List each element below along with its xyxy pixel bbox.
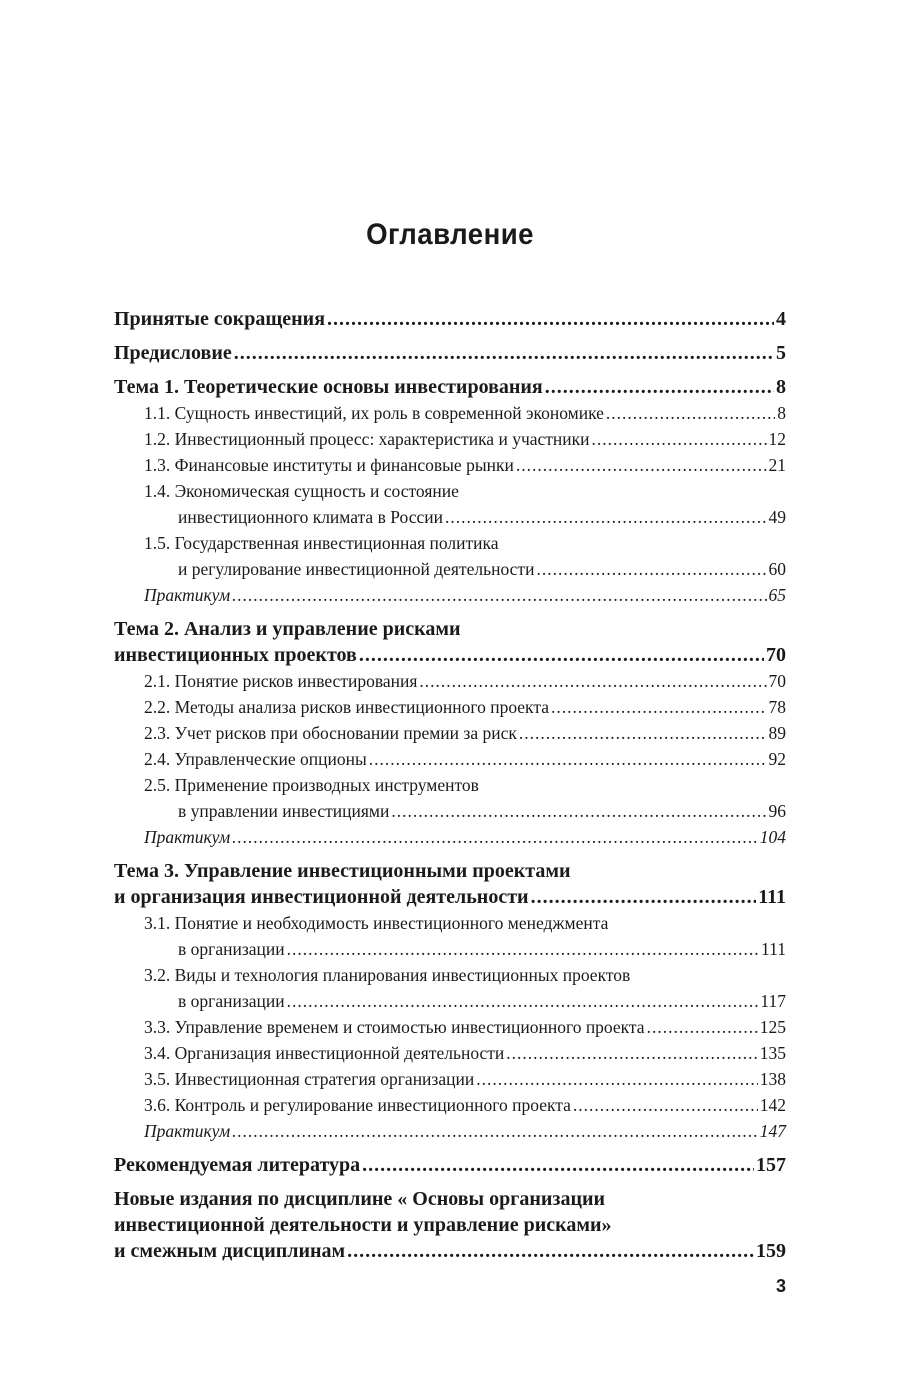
toc-entry-title: 2.4. Управленческие опционы: [144, 749, 367, 769]
toc-leader-dots: [519, 720, 767, 746]
toc-entry-page: 117: [760, 991, 786, 1011]
toc-entry-title: в управлении инвестициями: [178, 801, 390, 821]
toc-entry[interactable]: [114, 400, 786, 426]
toc-leader-dots: [369, 746, 767, 772]
toc-leader-dots: [362, 1152, 754, 1178]
toc-leader-dots: [287, 936, 759, 962]
toc-entry[interactable]: [114, 1238, 786, 1264]
toc-entry-title: 1.5. Государственная инвестиционная политика: [144, 533, 499, 553]
toc-entry-title: инвестиционного климата в России: [178, 507, 443, 527]
toc-spacer: [114, 366, 786, 374]
toc-entry-page: 78: [768, 697, 786, 717]
toc-entry[interactable]: [114, 374, 786, 400]
toc-entry[interactable]: [114, 858, 786, 884]
toc-entry[interactable]: [114, 340, 786, 366]
toc-entry-title: 1.1. Сущность инвестиций, их роль в современной экономике: [144, 403, 604, 423]
toc-leader-dots: [531, 884, 757, 910]
toc-entry[interactable]: [114, 668, 786, 694]
toc-entry-title: Практикум: [144, 827, 231, 847]
toc-entry-title: в организации: [178, 939, 285, 959]
toc-entry-title: Практикум: [144, 585, 231, 605]
toc-leader-dots: [391, 798, 766, 824]
toc-leader-dots: [551, 694, 767, 720]
toc-leader-dots: [359, 642, 764, 668]
toc-entry[interactable]: [114, 988, 786, 1014]
toc-leader-dots: [287, 988, 759, 1014]
toc-entry[interactable]: [114, 746, 786, 772]
toc-entry-title: Тема 2. Анализ и управление рисками: [114, 618, 461, 640]
toc-entry-page: 65: [768, 585, 786, 605]
toc-entry-title: 2.2. Методы анализа рисков инвестиционного проекта: [144, 697, 549, 717]
toc-spacer: [114, 608, 786, 616]
toc-entry-title: 2.5. Применение производных инструментов: [144, 775, 479, 795]
toc-entry-page: 135: [759, 1043, 786, 1063]
toc-entry-page: 4: [776, 308, 786, 330]
toc-entry-page: 60: [768, 559, 786, 579]
toc-entry-page: 159: [756, 1240, 786, 1262]
toc-entry-title: Принятые сокращения: [114, 308, 326, 330]
toc-entry[interactable]: [114, 616, 786, 642]
toc-spacer: [114, 850, 786, 858]
toc-entry-title: инвестиционных проектов: [114, 644, 357, 666]
toc-leader-dots: [516, 452, 767, 478]
toc-leader-dots: [545, 374, 774, 400]
toc-leader-dots: [419, 668, 766, 694]
toc-leader-dots: [647, 1014, 758, 1040]
toc-entry-page: 142: [759, 1095, 786, 1115]
toc-entry-title: Предисловие: [114, 342, 232, 364]
toc-entry[interactable]: [114, 306, 786, 332]
toc-leader-dots: [234, 340, 774, 366]
toc-spacer: [114, 1178, 786, 1186]
toc-entry-page: 12: [768, 429, 786, 449]
toc-entry-title: и смежным дисциплинам: [114, 1240, 346, 1262]
toc-entry-title: 3.6. Контроль и регулирование инвестиционного проекта: [144, 1095, 571, 1115]
toc-leader-dots: [573, 1092, 758, 1118]
toc-spacer: [114, 1144, 786, 1152]
toc-entry[interactable]: [114, 478, 786, 504]
toc-entry-title: в организации: [178, 991, 285, 1011]
toc-entry-title: 2.1. Понятие рисков инвестирования: [144, 671, 418, 691]
toc-entry-title: Практикум: [144, 1121, 231, 1141]
toc-entry-title: 2.3. Учет рисков при обосновании премии за риск: [144, 723, 517, 743]
toc-entry-title: и организация инвестиционной деятельности: [114, 886, 529, 908]
toc-entry-page: 111: [761, 939, 786, 959]
toc-entry[interactable]: [114, 694, 786, 720]
toc-entry-page: 138: [759, 1069, 786, 1089]
toc-entry[interactable]: [114, 1118, 786, 1144]
toc-leader-dots: [232, 1118, 758, 1144]
toc-entry[interactable]: [114, 1040, 786, 1066]
toc-entry-title: Рекомендуемая литература: [114, 1154, 361, 1176]
toc-entry-page: 92: [768, 749, 786, 769]
toc-entry-page: 125: [759, 1017, 786, 1037]
toc-entry-page: 5: [776, 342, 786, 364]
toc-leader-dots: [606, 400, 775, 426]
toc-entry-title: Новые издания по дисциплине « Основы организации: [114, 1188, 606, 1210]
toc-entry-title: 3.3. Управление временем и стоимостью инвестиционного проекта: [144, 1017, 645, 1037]
toc-entry[interactable]: [114, 884, 786, 910]
toc-entry-page: 147: [759, 1121, 786, 1141]
toc-entry-title: и регулирование инвестиционной деятельности: [178, 559, 535, 579]
toc-entry-page: 21: [768, 455, 786, 475]
toc-entry[interactable]: [114, 1014, 786, 1040]
toc-entry-page: 70: [766, 644, 786, 666]
toc-entry-page: 8: [776, 376, 786, 398]
toc-entry[interactable]: [114, 910, 786, 936]
toc-leader-dots: [476, 1066, 758, 1092]
toc-entry-title: инвестиционной деятельности и управление рисками»: [114, 1214, 612, 1236]
toc-entry-page: 8: [777, 403, 786, 423]
toc-leader-dots: [232, 582, 766, 608]
toc-leader-dots: [327, 306, 774, 332]
toc-entry-title: 3.1. Понятие и необходимость инвестиционного менеджмента: [144, 913, 609, 933]
toc-entry[interactable]: [114, 582, 786, 608]
toc-leader-dots: [536, 556, 766, 582]
toc-entry[interactable]: [114, 642, 786, 668]
toc-entry[interactable]: [114, 772, 786, 798]
toc-entry-title: 1.3. Финансовые институты и финансовые рынки: [144, 455, 514, 475]
toc-entry-page: 96: [768, 801, 786, 821]
toc-entry[interactable]: [114, 936, 786, 962]
toc-entry[interactable]: [114, 530, 786, 556]
toc-leader-dots: [232, 824, 758, 850]
toc-entry[interactable]: [114, 426, 786, 452]
toc-entry[interactable]: [114, 452, 786, 478]
toc-entry-title: 3.2. Виды и технология планирования инвестиционных проектов: [144, 965, 631, 985]
toc-entry[interactable]: [114, 1066, 786, 1092]
toc-leader-dots: [592, 426, 767, 452]
toc-leader-dots: [445, 504, 767, 530]
toc-entry[interactable]: [114, 1092, 786, 1118]
toc-entry-page: 111: [758, 886, 786, 908]
page-number: 3: [775, 1276, 786, 1296]
toc-entry-page: 70: [768, 671, 786, 691]
toc-entry-title: 1.2. Инвестиционный процесс: характеристика и участники: [144, 429, 590, 449]
toc-entry-page: 49: [768, 507, 786, 527]
toc-entry[interactable]: [114, 824, 786, 850]
toc-entry[interactable]: [114, 556, 786, 582]
toc-entry-title: Тема 3. Управление инвестиционными проектами: [114, 860, 571, 882]
toc-entry-page: 104: [759, 827, 786, 847]
toc-entry-title: 3.4. Организация инвестиционной деятельности: [144, 1043, 505, 1063]
toc-entry-page: 157: [756, 1154, 786, 1176]
toc-leader-dots: [506, 1040, 757, 1066]
toc-entry[interactable]: [114, 1186, 786, 1212]
toc-entry-title: 1.4. Экономическая сущность и состояние: [144, 481, 459, 501]
toc-entry[interactable]: [114, 720, 786, 746]
toc-spacer: [114, 332, 786, 340]
toc-entry[interactable]: [114, 1212, 786, 1238]
toc-entry-title: Тема 1. Теоретические основы инвестирования: [114, 376, 543, 398]
toc-entry[interactable]: [114, 1152, 786, 1178]
page-title: Оглавление: [366, 218, 534, 251]
toc-leader-dots: [347, 1238, 754, 1264]
toc-entry[interactable]: [114, 962, 786, 988]
toc-entry-title: 3.5. Инвестиционная стратегия организации: [144, 1069, 475, 1089]
toc-entry[interactable]: [114, 504, 786, 530]
toc-entry-page: 89: [768, 723, 786, 743]
toc-entry[interactable]: [114, 798, 786, 824]
table-of-contents: [114, 306, 786, 1264]
